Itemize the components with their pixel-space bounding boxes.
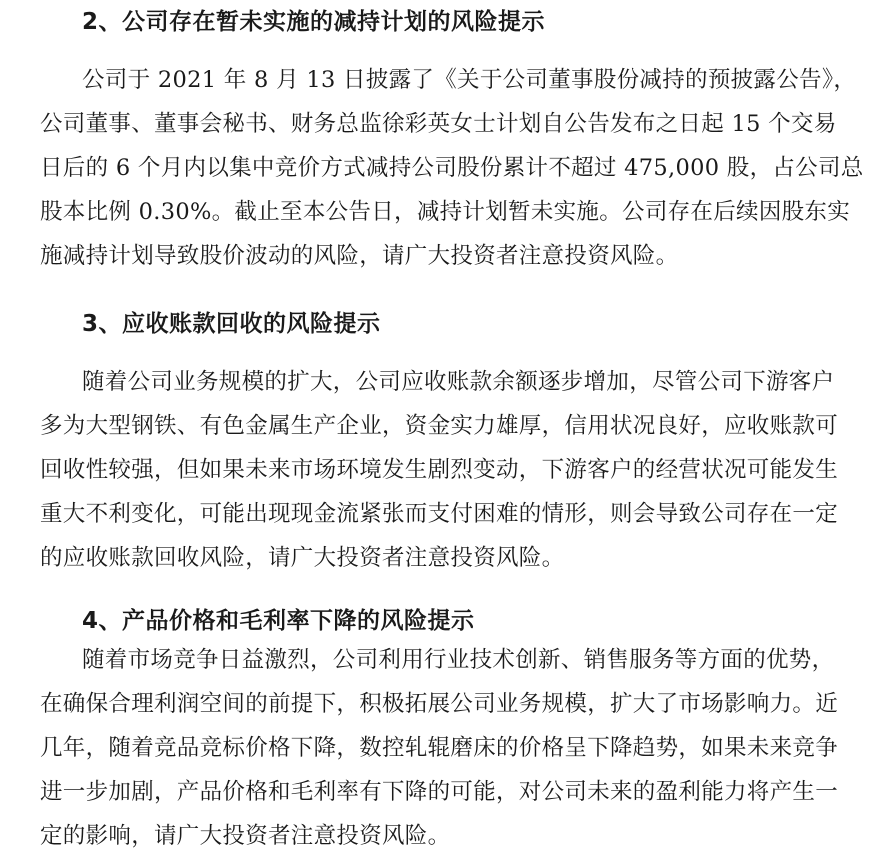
paragraph-line: 几年，随着竞品竞标价格下降，数控轧辊磨床的价格呈下降趋势，如果未来竞争 [40, 735, 839, 761]
paragraph-line: 日后的 6 个月内以集中竞价方式减持公司股份累计不超过 475,000 股，占公司总 [40, 155, 864, 181]
paragraph-line: 定的影响，请广大投资者注意投资风险。 [40, 823, 451, 849]
paragraph-line: 进一步加剧，产品价格和毛利率有下降的可能，对公司未来的盈利能力将产生一 [40, 779, 839, 805]
paragraph-line: 多为大型钢铁、有色金属生产企业，资金实力雄厚，信用状况良好，应收账款可 [40, 413, 839, 439]
paragraph-line: 公司董事、董事会秘书、财务总监徐彩英女士计划自公告发布之日起 15 个交易 [40, 111, 837, 137]
paragraph-line: 公司于 2021 年 8 月 13 日披露了《关于公司董事股份减持的预披露公告》， [82, 67, 857, 93]
section-heading-3: 3、应收账款回收的风险提示 [82, 311, 381, 337]
paragraph-line: 随着市场竞争日益激烈，公司利用行业技术创新、销售服务等方面的优势， [82, 647, 835, 673]
paragraph-line: 的应收账款回收风险，请广大投资者注意投资风险。 [40, 545, 565, 571]
section-heading-4: 4、产品价格和毛利率下降的风险提示 [82, 608, 475, 634]
paragraph-line: 随着公司业务规模的扩大，公司应收账款余额逐步增加，尽管公司下游客户 [82, 369, 835, 395]
paragraph-line: 股本比例 0.30%。截止至本公告日，减持计划暂未实施。公司存在后续因股东实 [40, 199, 851, 225]
section-paragraph-2 [40, 58, 864, 278]
section-paragraph-4 [40, 638, 850, 858]
paragraph-line: 重大不利变化，可能出现现金流紧张而支付困难的情形，则会导致公司存在一定 [40, 501, 839, 527]
paragraph-line: 施减持计划导致股价波动的风险，请广大投资者注意投资风险。 [40, 243, 679, 269]
paragraph-line: 回收性较强，但如果未来市场环境发生剧烈变动，下游客户的经营状况可能发生 [40, 457, 839, 483]
paragraph-line: 在确保合理利润空间的前提下，积极拓展公司业务规模，扩大了市场影响力。近 [40, 691, 839, 717]
section-heading-2: 2、公司存在暂未实施的减持计划的风险提示 [82, 9, 546, 35]
section-paragraph-3 [40, 360, 850, 580]
